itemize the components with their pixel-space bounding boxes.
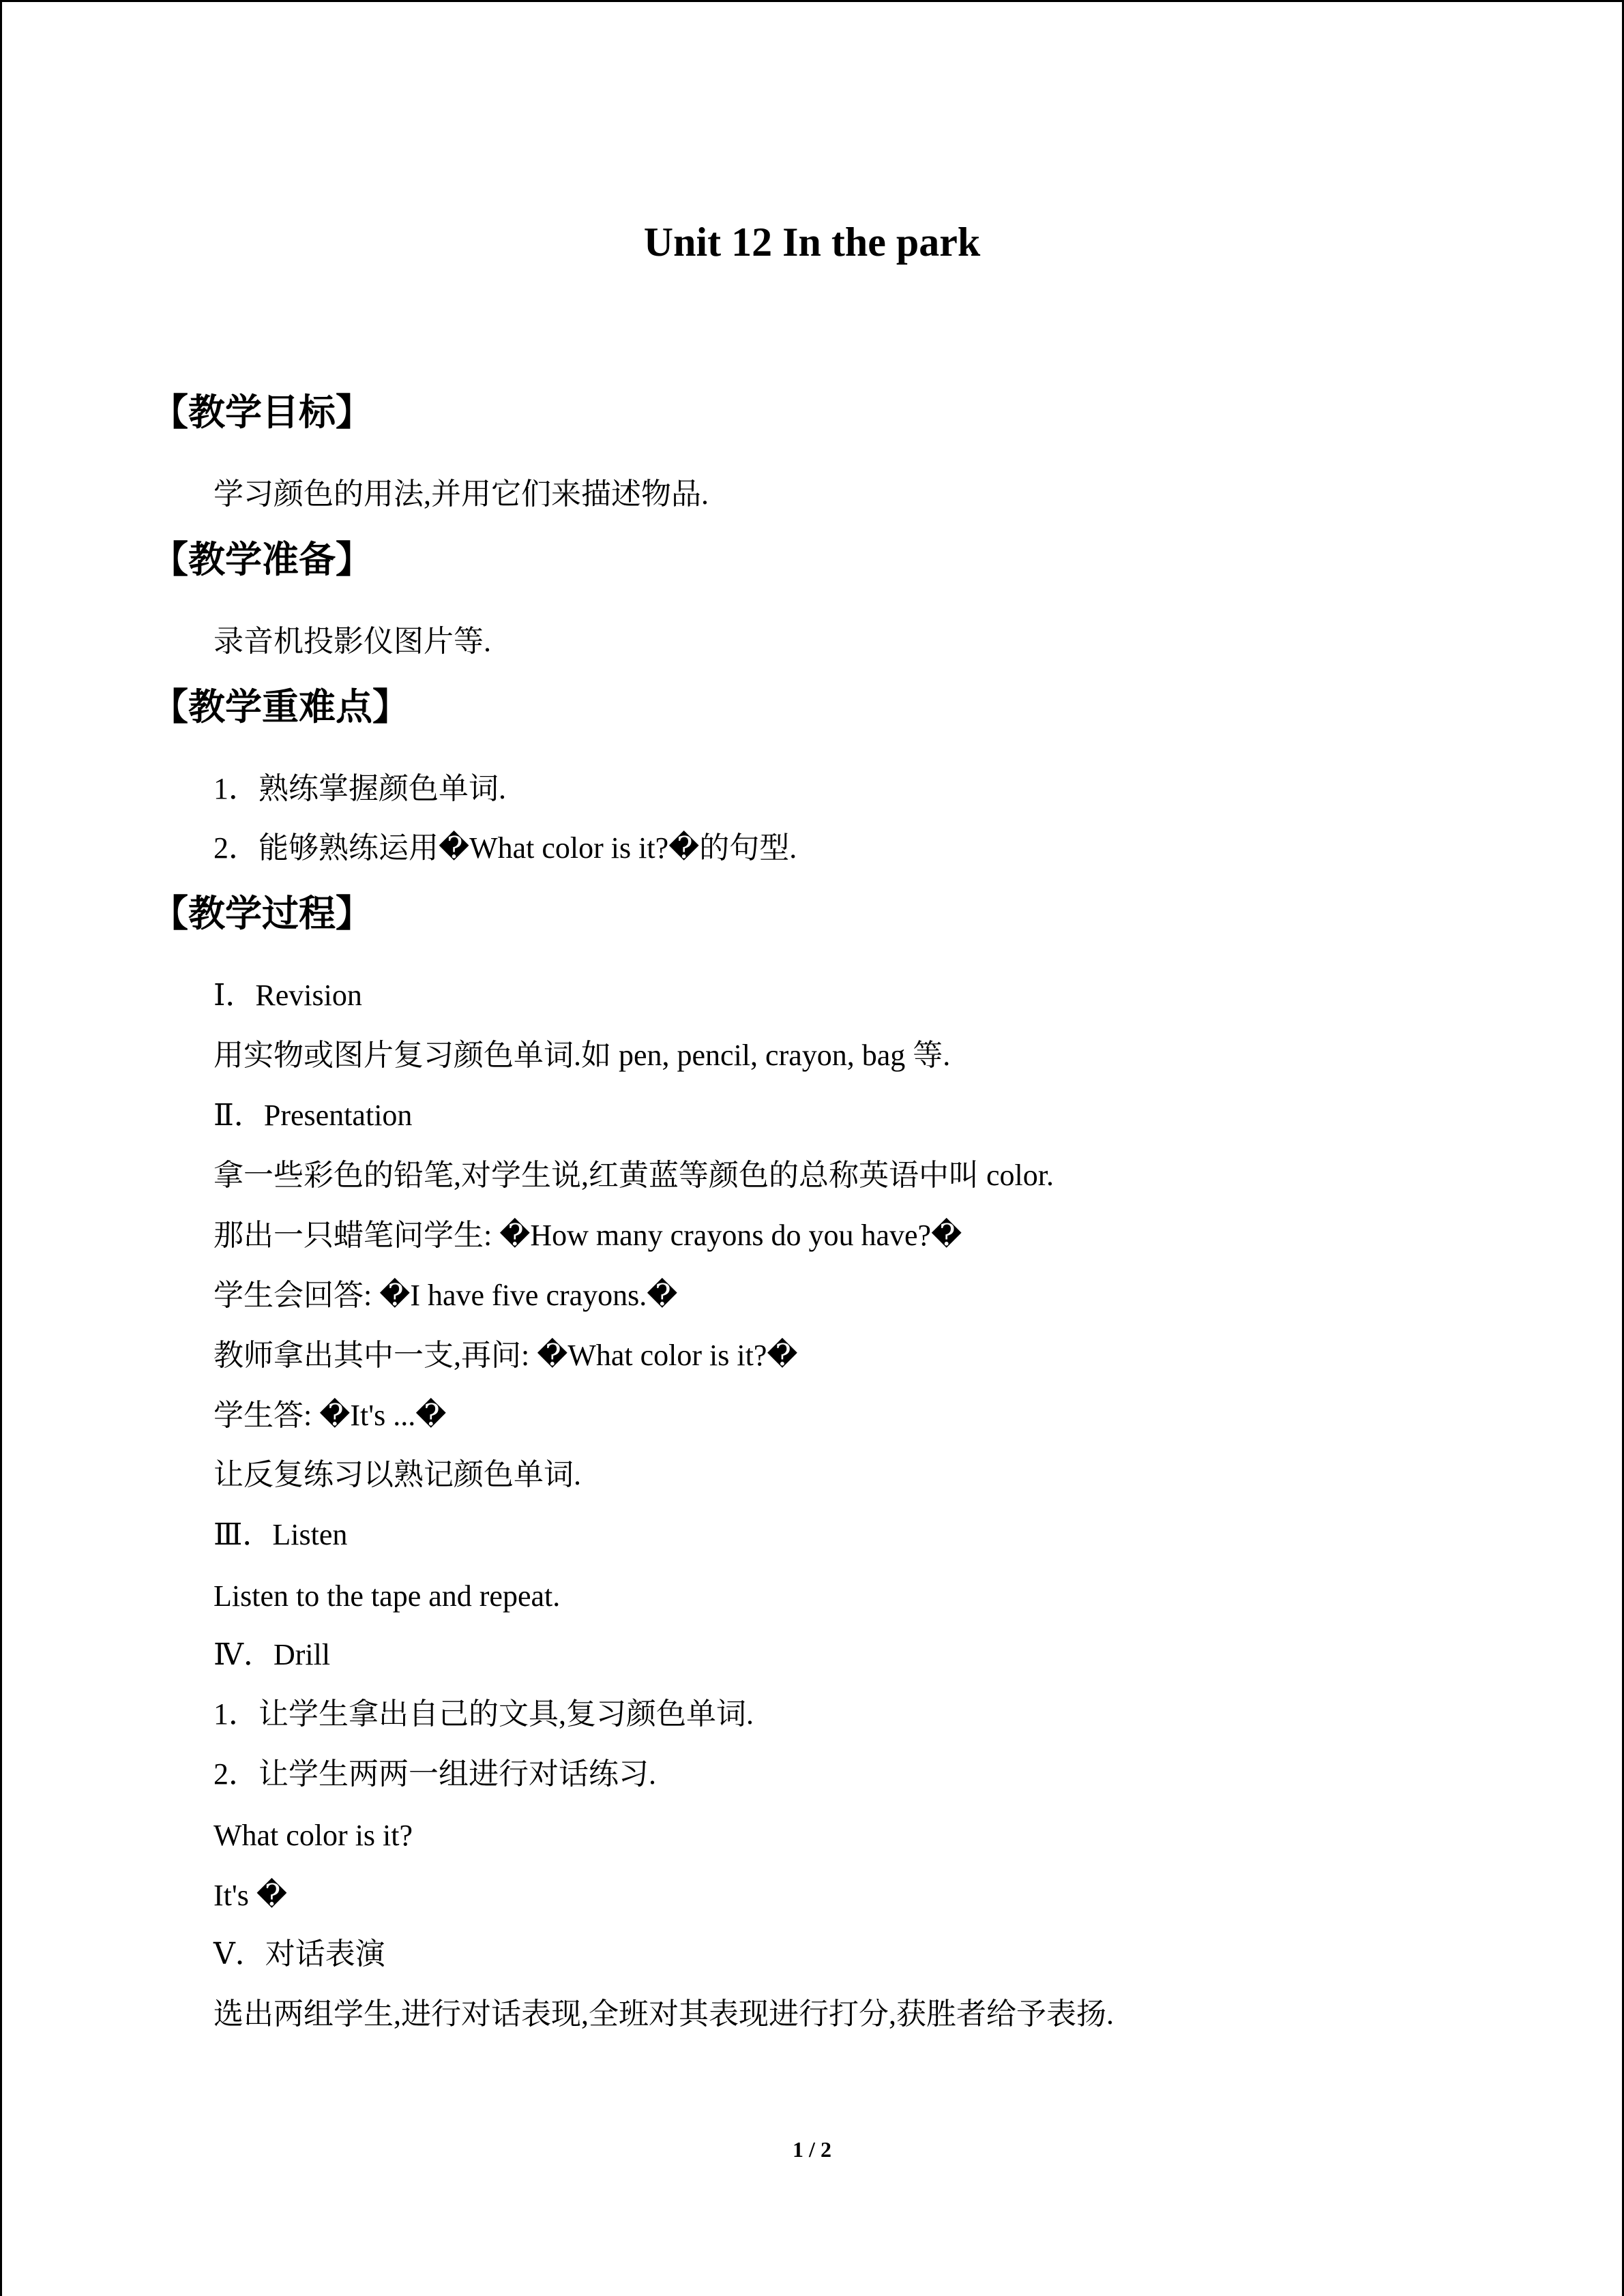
process-line: 学生会回答: �I have five crayons.� bbox=[213, 1279, 678, 1312]
process-line: 那出一只蜡笔问学生: �How many crayons do you have?� bbox=[213, 1219, 962, 1252]
process-line: 2．让学生两两一组进行对话练习. bbox=[213, 1757, 656, 1791]
key-point-line: 2．能够熟练运用�What color is it?�的句型. bbox=[213, 831, 797, 865]
document-title: Unit 12 In the park bbox=[643, 220, 981, 265]
process-line: 让反复练习以熟记颜色单词. bbox=[213, 1458, 581, 1491]
page-border-left bbox=[0, 0, 2, 2296]
key-point-line: 1．熟练掌握颜色单词. bbox=[213, 772, 506, 805]
process-line: 选出两组学生,进行对话表现,全班对其表现进行打分,获胜者给予表扬. bbox=[213, 1997, 1114, 2031]
preparation-line: 录音机投影仪图片等. bbox=[213, 625, 491, 658]
page-border-top bbox=[0, 0, 1624, 2]
process-line: Ⅲ．Listen bbox=[213, 1518, 348, 1551]
process-line: Ⅰ．Revision bbox=[213, 979, 362, 1012]
process-line: It's � bbox=[213, 1879, 288, 1912]
process-line: Ⅴ．对话表演 bbox=[213, 1937, 385, 1971]
page-number: 1 / 2 bbox=[793, 2137, 831, 2162]
process-line: 用实物或图片复习颜色单词.如 pen, pencil, crayon, bag 等. bbox=[213, 1039, 951, 1072]
process-line: 教师拿出其中一支,再问: �What color is it?� bbox=[213, 1339, 798, 1372]
objectives-line: 学习颜色的用法,并用它们来描述物品. bbox=[213, 477, 709, 511]
section-heading-key-points: 【教学重难点】 bbox=[151, 685, 409, 728]
process-line: 1．让学生拿出自己的文具,复习颜色单词. bbox=[213, 1697, 754, 1731]
process-line: Ⅱ．Presentation bbox=[213, 1099, 413, 1132]
process-line: 学生答: �It's ...� bbox=[213, 1399, 447, 1432]
process-line: Listen to the tape and repeat. bbox=[213, 1579, 561, 1613]
section-heading-preparation: 【教学准备】 bbox=[151, 538, 372, 581]
process-line: What color is it? bbox=[213, 1819, 413, 1852]
section-heading-process: 【教学过程】 bbox=[151, 892, 372, 935]
process-line: Ⅳ．Drill bbox=[213, 1638, 331, 1671]
section-heading-objectives: 【教学目标】 bbox=[151, 391, 372, 434]
process-line: 拿一些彩色的铅笔,对学生说,红黄蓝等颜色的总称英语中叫 color. bbox=[213, 1159, 1054, 1192]
